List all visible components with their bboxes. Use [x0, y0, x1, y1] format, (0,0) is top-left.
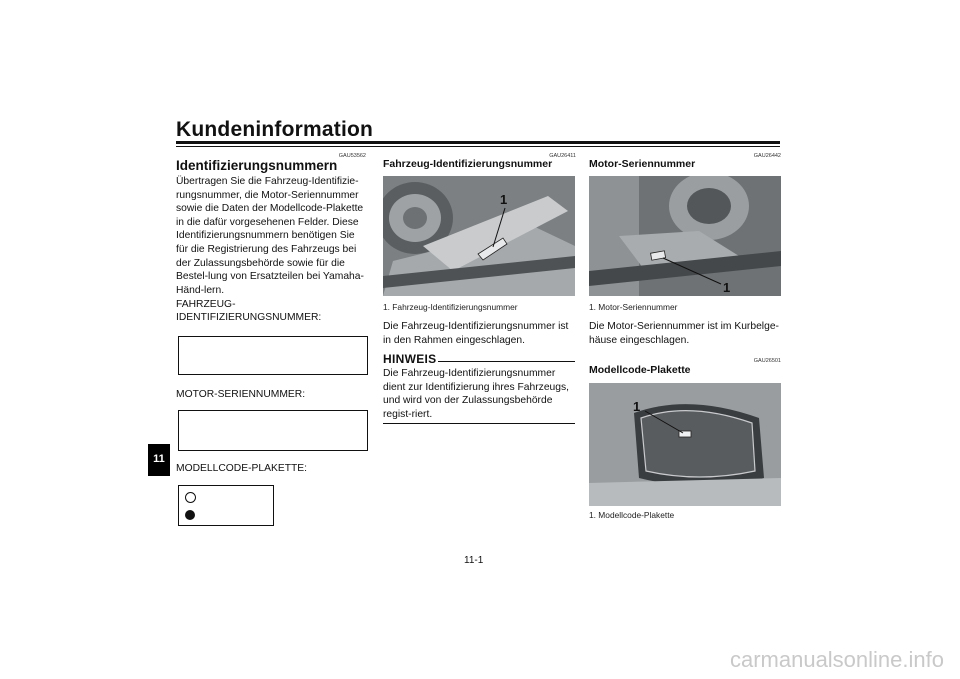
section-heading-model-code: Modellcode-Plakette: [589, 364, 691, 376]
vin-paragraph: Die Fahrzeug-Identifizierungsnummer ist in den Rahmen eingeschlagen.: [383, 321, 569, 346]
note-text: Die Fahrzeug-Identifizierungsnummer dient zur Identifizierung ihres Fahrzeugs, und wird von der Zulassungsbehörde regist-riert.: [383, 368, 570, 420]
chapter-tab[interactable]: 11: [148, 444, 170, 476]
label-vin-line1: FAHRZEUG-: [176, 299, 236, 310]
filled-circle-icon: [185, 510, 195, 520]
section-heading-vin: Fahrzeug-Identifizierungsnummer: [383, 158, 553, 170]
open-circle-icon: [185, 492, 196, 503]
section-code: GAU26442: [753, 153, 781, 159]
model-code-photo: [589, 383, 781, 506]
photo-caption: 1. Modellcode-Plakette: [589, 510, 675, 520]
callout-number: 1: [633, 399, 641, 414]
section-code: GAU53562: [338, 153, 366, 159]
note-title: HINWEIS: [383, 352, 437, 366]
model-code-entry-box[interactable]: [178, 485, 274, 526]
intro-paragraph: Übertragen Sie die Fahrzeug-Identifizie-rungsnummer, die Motor-Seriennummer sowie die Daten der Modellcode-Plakette in die dafür vorgesehenen Felder. Diese Identifizierungsnummern benötigen Sie für die Registrierung des Fahrzeugs bei der Zulassungsbehörde sowie für die Bestel-lung von Ersatzteilen bei Yamaha-Händ-lern.: [176, 176, 364, 296]
photo-caption: 1. Motor-Seriennummer: [589, 302, 678, 312]
section-code: GAU26411: [549, 153, 576, 159]
vin-entry-box[interactable]: [178, 336, 368, 375]
label-vin-line2: IDENTIFIZIERUNGSNUMMER:: [176, 312, 322, 323]
section-code: GAU26501: [753, 358, 781, 364]
callout-number: 1: [500, 192, 508, 207]
watermark: carmanualsonline.info: [729, 647, 944, 672]
model-code-photo-drawing: [589, 383, 781, 506]
header-rule-thin: [176, 146, 780, 147]
engine-photo-drawing: [589, 176, 781, 296]
page-title: Kundeninformation: [176, 118, 374, 141]
vin-photo-drawing: [383, 176, 575, 296]
header-rule: [176, 141, 780, 144]
page-number: 11-1: [464, 555, 484, 566]
label-model-code: MODELLCODE-PLAKETTE:: [176, 463, 308, 474]
section-heading-engine-serial: Motor-Seriennummer: [589, 158, 696, 170]
photo-caption: 1. Fahrzeug-Identifizierungsnummer: [383, 302, 518, 312]
engine-serial-paragraph: Die Motor-Seriennummer ist im Kurbelge-häuse eingeschlagen.: [589, 321, 779, 346]
engine-serial-entry-box[interactable]: [178, 410, 368, 451]
engine-serial-photo: [589, 176, 781, 296]
vin-location-photo: [383, 176, 575, 296]
section-heading-identification: Identifizierungsnummern: [176, 158, 338, 173]
label-engine-serial: MOTOR-SERIENNUMMER:: [176, 389, 306, 400]
note-end-rule: [383, 423, 575, 424]
callout-number: 1: [723, 280, 731, 295]
note-title-rule: [438, 361, 575, 362]
